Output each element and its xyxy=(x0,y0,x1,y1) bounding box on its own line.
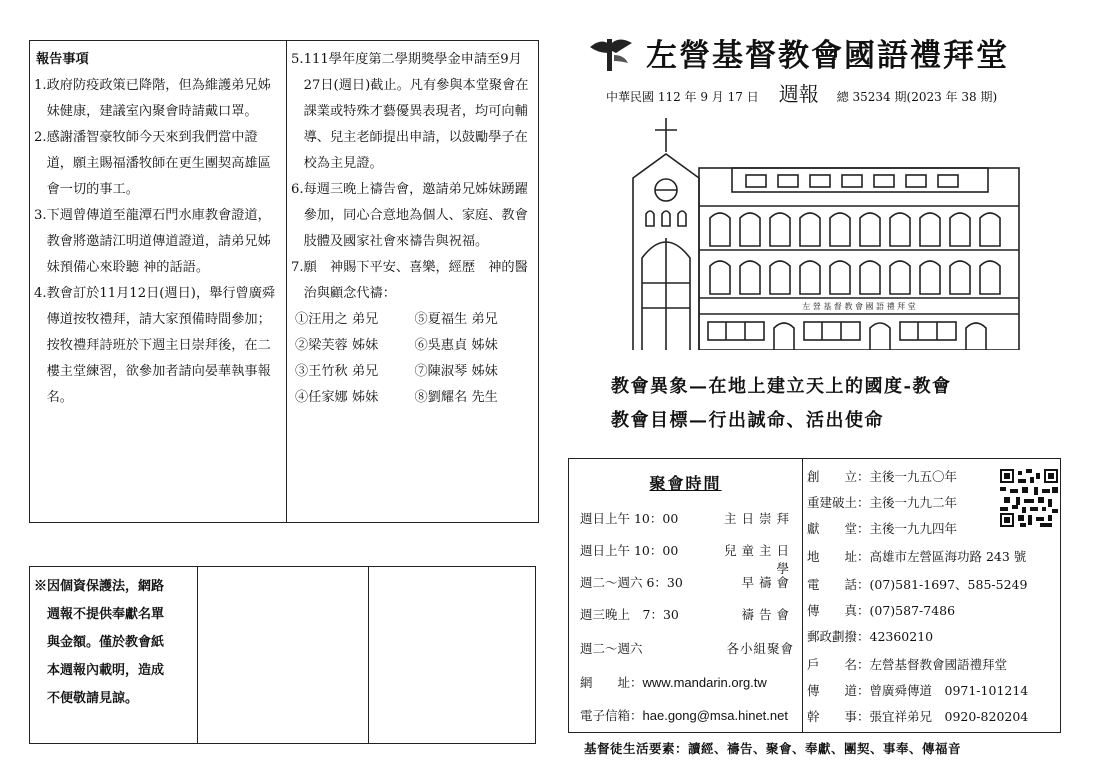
schedule-time: 週日上午 10：00 xyxy=(580,543,679,558)
cross-dove-logo-icon xyxy=(588,33,634,73)
masthead xyxy=(588,30,1009,75)
schedule-event: 禱告會 xyxy=(741,607,794,622)
prayer-name: ①汪用之 弟兄 xyxy=(295,312,379,327)
privacy-line: ※因個資保護法，網路 xyxy=(34,579,165,594)
item-text: 111學年度第二學期獎學金申請至9月27日(週日)截止。凡有參與本堂聚會在課業或特殊才藝優異表現者，均可向輔導、兒主老師提出申請，以鼓勵學子在校為主見證。 xyxy=(303,52,529,171)
prayer-name: ②梁芙蓉 姊妹 xyxy=(295,338,379,353)
announcement-item xyxy=(34,125,282,203)
phone-line: 電 話：(07)581-1697、585-5249 xyxy=(807,577,1028,592)
website-row xyxy=(580,673,767,691)
account-name-line: 戶 名：左營基督教會國語禮拜堂 xyxy=(807,657,1008,672)
item-number: 1. xyxy=(34,78,47,93)
announcement-item xyxy=(34,73,282,125)
privacy-line: 與金額。僅於教會紙 xyxy=(34,635,165,650)
prayer-name: ⑥吳惠貞 姊妹 xyxy=(414,338,498,353)
schedule-event: 兒童主日學 xyxy=(723,543,794,576)
schedule-time: 週日上午 10：00 xyxy=(580,511,679,526)
schedule-event: 各小組聚會 xyxy=(726,641,794,656)
church-goal: 教會目標—行出誠命、活出使命 xyxy=(611,410,884,431)
schedule-row xyxy=(580,541,794,577)
item-number: 5. xyxy=(291,52,304,67)
announcement-item xyxy=(291,255,534,307)
prayer-name: ⑤夏福生 弟兄 xyxy=(414,312,498,327)
christian-life-essentials: 基督徒生活要素：讀經、禱告、聚會、奉獻、團契、事奉、傳福音 xyxy=(584,741,962,756)
church-building-illustration xyxy=(628,118,1028,350)
item-number: 7. xyxy=(291,260,304,275)
prayer-name: ⑧劉耀名 先生 xyxy=(414,390,498,405)
item-number: 6. xyxy=(291,182,304,197)
prayer-name: ⑦陳淑琴 姊妹 xyxy=(414,364,498,379)
bulletin-date: 中華民國 112 年 9 月 17 日 xyxy=(606,90,759,104)
privacy-line: 本週報內載明，造成 xyxy=(34,663,165,678)
info-box xyxy=(568,458,1061,733)
announcements-box xyxy=(29,40,539,523)
postal-account-line: 郵政劃撥：42360210 xyxy=(807,629,934,644)
address-line: 地 址：高雄市左營區海功路 243 號 xyxy=(807,549,1027,564)
schedule-event: 早禱會 xyxy=(741,575,794,590)
email-row xyxy=(580,706,788,724)
qr-code-icon[interactable] xyxy=(1000,469,1058,527)
item-text: 下週曾傳道至龍潭石門水庫教會證道，教會將邀請江明道傳道證道，請弟兄姊妹預備心來聆聽 神的話語。 xyxy=(46,208,271,275)
item-text: 教會訂於11月12日(週日)，舉行曾廣舜傳道按牧禮拜，請大家預備時間參加；按牧禮拜詩班於下週主日崇拜後，在二樓主堂練習，欲參加者請向晏華執事報名。 xyxy=(46,286,276,405)
schedule-row xyxy=(580,605,794,623)
weekly-label: 週報 xyxy=(778,82,819,106)
schedule-event: 主日崇拜 xyxy=(723,511,794,526)
schedule-row xyxy=(580,639,794,657)
schedule-time: 週三晚上 7：30 xyxy=(580,607,679,622)
website-label: 網 址： xyxy=(580,675,643,690)
prayer-name: ④任家娜 姊妹 xyxy=(295,390,379,405)
item-number: 2. xyxy=(34,130,47,145)
building-sign-text: 左 營 基 督 教 會 國 語 禮 拜 堂 xyxy=(802,302,916,311)
announcement-item xyxy=(34,281,282,411)
schedule-title: 聚會時間 xyxy=(649,474,722,493)
privacy-line: 週報不提供奉獻名單 xyxy=(34,607,165,622)
service-schedule xyxy=(569,459,803,732)
item-number: 3. xyxy=(34,208,47,223)
prayer-name: ③王竹秋 弟兄 xyxy=(295,364,379,379)
church-vision: 教會異象—在地上建立天上的國度-教會 xyxy=(611,376,952,397)
privacy-line: 不便敬請見諒。 xyxy=(34,691,139,706)
offering-blank-column xyxy=(198,567,369,743)
announcement-item xyxy=(291,47,534,177)
announcements-column-2 xyxy=(287,41,538,522)
announcement-item xyxy=(291,177,534,255)
church-title: 左營基督教會國語禮拜堂 xyxy=(646,38,1009,74)
secretary-line: 幹 事：張宜祥弟兄 0920-820204 xyxy=(807,709,1029,724)
schedule-time: 週二～週六 xyxy=(580,641,643,656)
dedication-line: 獻 堂：主後一九九四年 xyxy=(807,521,958,536)
issue-number: 總 35234 期(2023 年 38 期) xyxy=(836,90,998,104)
item-text: 感謝潘智豪牧師今天來到我們當中證道，願主賜福潘牧師在更生團契高雄區會一切的事工。 xyxy=(46,130,271,197)
schedule-row xyxy=(580,573,794,591)
dateline xyxy=(606,78,997,107)
church-details xyxy=(804,459,1060,732)
rebuild-line: 重建破土：主後一九九二年 xyxy=(807,495,958,510)
fax-line: 傳 真：(07)587-7486 xyxy=(807,603,956,618)
privacy-notice xyxy=(30,567,198,743)
announcement-item xyxy=(34,203,282,281)
website-link[interactable]: www.mandarin.org.tw xyxy=(642,675,767,690)
privacy-notice-box xyxy=(29,566,536,744)
announcements-heading: 報告事項 xyxy=(36,52,89,67)
item-text: 願 神賜下平安、喜樂，經歷 神的醫治與顧念代禱： xyxy=(303,260,528,301)
email-label: 電子信箱： xyxy=(580,708,643,723)
item-text: 每週三晚上禱告會，邀請弟兄姊妹踴躍參加，同心合意地為個人、家庭、教會肢體及國家社會來禱告與祝福。 xyxy=(303,182,528,249)
email-link[interactable]: hae.gong@msa.hinet.net xyxy=(642,708,788,723)
announcements-column-1 xyxy=(30,41,287,522)
preacher-line: 傳 道：曾廣舜傳道 0971-101214 xyxy=(807,683,1029,698)
schedule-time: 週二～週六 6：30 xyxy=(580,575,683,590)
schedule-row xyxy=(580,509,794,527)
item-number: 4. xyxy=(34,286,47,301)
item-text: 政府防疫政策已降階，但為維護弟兄姊妹健康，建議室內聚會時請戴口罩。 xyxy=(46,78,271,119)
prayer-list xyxy=(291,307,534,411)
founded-line: 創 立：主後一九五〇年 xyxy=(807,469,958,484)
